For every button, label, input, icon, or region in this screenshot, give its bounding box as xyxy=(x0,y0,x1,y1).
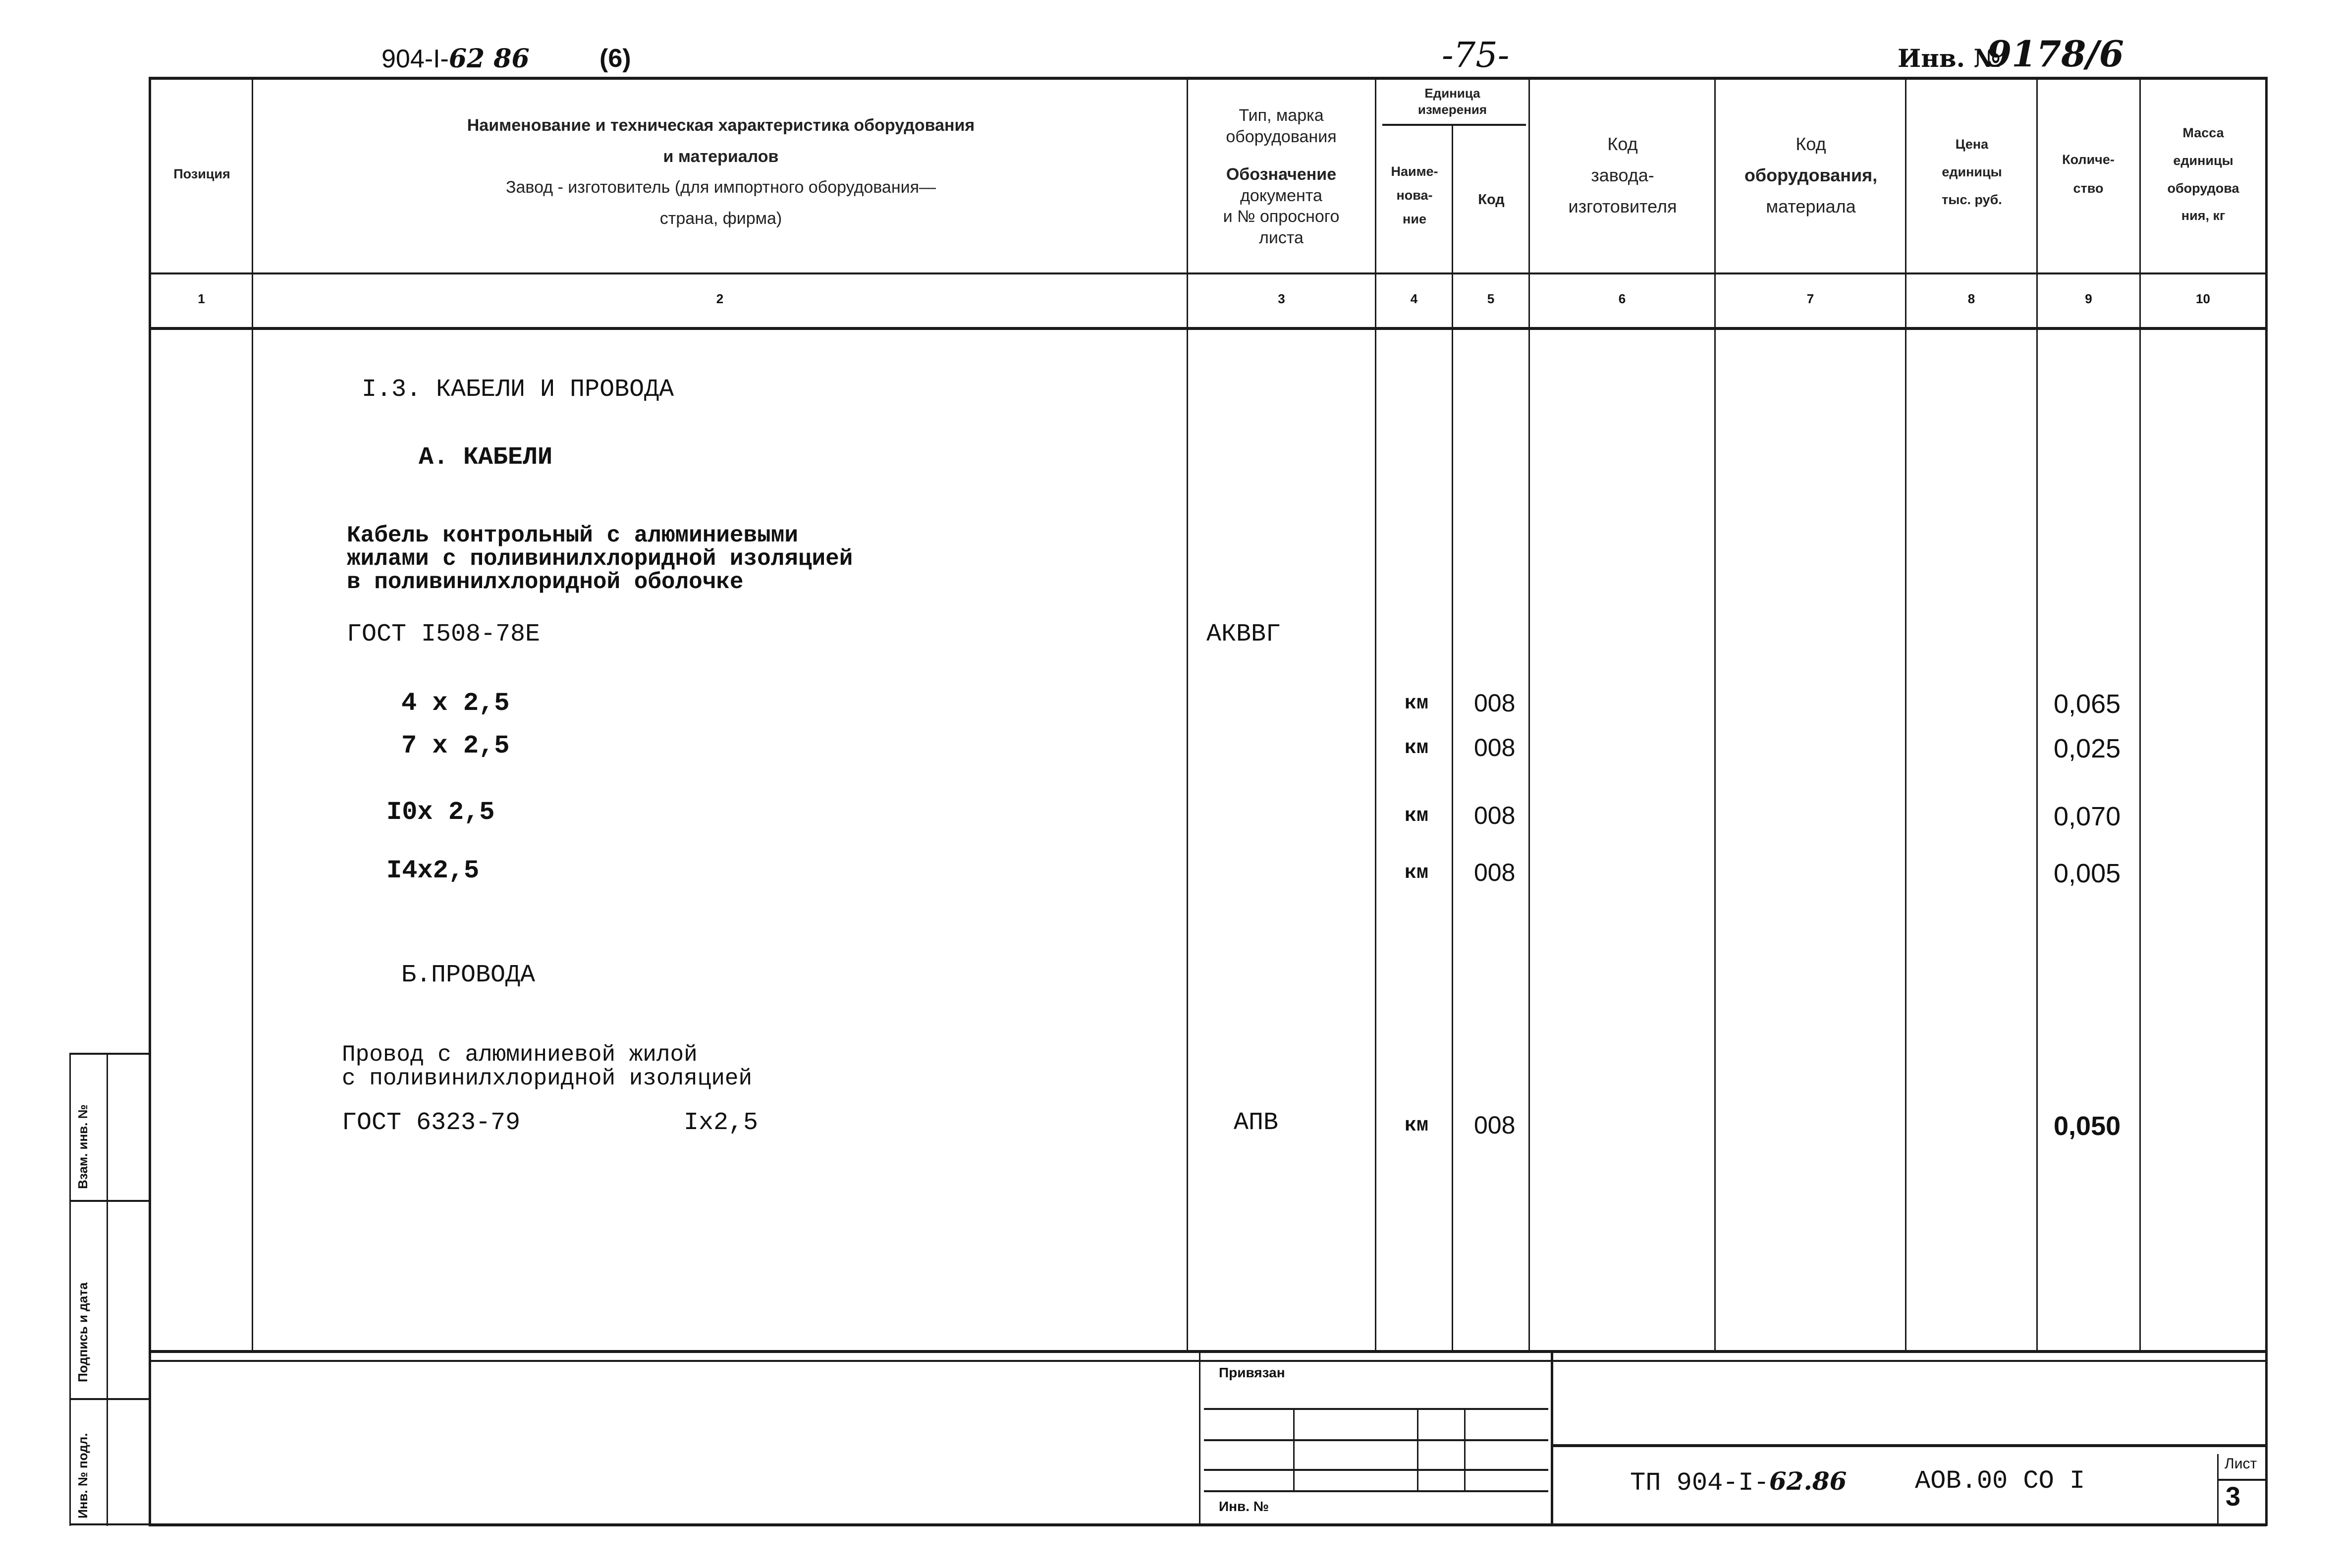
wire-type: АПВ xyxy=(1234,1109,1279,1137)
column-number-divider xyxy=(149,327,2267,330)
column-number-9: 9 xyxy=(2085,291,2092,306)
column-number-10: 10 xyxy=(2196,291,2210,306)
doc-code-top xyxy=(381,44,530,74)
header-unit-line1: Единица xyxy=(1424,86,1480,101)
footer-code-prefix: ТП 904-I- xyxy=(1630,1468,1769,1498)
cable-type: АКВВГ xyxy=(1206,620,1281,649)
header-name-line3: Завод - изготовитель (для импортного оборудования— xyxy=(505,178,936,197)
sheet-label: Лист xyxy=(2225,1456,2257,1472)
header-quantity xyxy=(2039,152,2138,197)
sheet-number: 3 xyxy=(2226,1482,2241,1512)
header-type xyxy=(1189,105,1373,248)
header-name-line1: Наименование и техническая характеристика оборудования xyxy=(467,116,975,135)
cable-size: 7 х 2,5 xyxy=(401,731,510,760)
sidebar-mid-line xyxy=(107,1053,108,1526)
cable-quantity: 0,005 xyxy=(2054,859,2121,888)
column-number-3: 3 xyxy=(1278,291,1285,306)
header-mass-line3: оборудова xyxy=(2167,180,2239,196)
cable-quantity: 0,025 xyxy=(2054,734,2121,763)
header-quantity-line1: Количе- xyxy=(2062,152,2115,167)
column-number-6: 6 xyxy=(1618,291,1626,306)
sidebar-top-line xyxy=(69,1053,149,1055)
header-unit-name-line1: Наиме- xyxy=(1391,164,1438,179)
cable-quantity: 0,070 xyxy=(2054,802,2121,831)
cable-unit-code: 008 xyxy=(1474,802,1516,829)
header-type-line6: листа xyxy=(1259,228,1304,247)
cable-unit-code: 008 xyxy=(1474,689,1516,717)
header-equipment-code xyxy=(1717,133,1905,217)
inventory-number-handwritten: 9178/6 xyxy=(1987,33,2124,75)
wire-description-line1: Провод с алюминиевой жилой xyxy=(342,1042,698,1068)
cable-unit-code: 008 xyxy=(1474,859,1516,886)
cable-unit: км xyxy=(1405,805,1429,827)
wire-unit: км xyxy=(1405,1115,1429,1137)
cable-gost: ГОСТ I508-78Е xyxy=(347,620,541,649)
col-divider-8 xyxy=(2036,77,2038,1352)
wire-gost: ГОСТ 6323-79 xyxy=(342,1109,521,1137)
attached-grid-vline-2 xyxy=(1417,1408,1418,1490)
header-equipment-code-line1: Код xyxy=(1796,134,1826,154)
frame-top-line xyxy=(149,77,2267,80)
header-divider xyxy=(149,272,2267,274)
header-equipment-code-line3: материала xyxy=(1766,196,1856,216)
header-quantity-line2: ство xyxy=(2073,180,2104,196)
column-number-1: 1 xyxy=(198,291,205,306)
header-price xyxy=(1907,136,2036,208)
body-bottom-line xyxy=(149,1350,2267,1353)
footer-divider-left xyxy=(1199,1350,1200,1526)
attached-grid-vline-1 xyxy=(1293,1408,1295,1490)
column-number-8: 8 xyxy=(1967,291,1975,306)
footer-document-code xyxy=(1630,1466,1847,1498)
header-factory-code-line1: Код xyxy=(1607,134,1638,154)
subsection-cables: А. КАБЕЛИ xyxy=(419,443,553,472)
col-divider-1 xyxy=(252,77,253,1352)
column-number-5: 5 xyxy=(1487,291,1495,306)
sheet-divider xyxy=(2217,1454,2219,1526)
col-divider-5 xyxy=(1528,77,1530,1352)
col-divider-3 xyxy=(1375,77,1376,1352)
doc-code-prefix: 904-I- xyxy=(381,45,449,73)
header-mass-line1: Масса xyxy=(2182,125,2224,140)
cable-description xyxy=(347,524,853,594)
header-type-line2: оборудования xyxy=(1226,127,1337,146)
sidebar-left-line xyxy=(69,1053,71,1526)
header-unit-group xyxy=(1377,85,1527,117)
cable-description-line1: Кабель контрольный с алюминиевыми xyxy=(347,523,798,548)
doc-code-handwritten: 62 86 xyxy=(448,44,530,74)
header-price-line2: единицы xyxy=(1942,164,2002,179)
cable-size: I4х2,5 xyxy=(386,856,480,885)
header-type-line4: документа xyxy=(1240,186,1322,205)
sheet-label-line xyxy=(2217,1479,2267,1481)
header-name xyxy=(258,115,1184,229)
col-divider-6 xyxy=(1714,77,1716,1352)
footer-inventory-label: Инв. № xyxy=(1219,1499,1269,1514)
footer-attached-label: Привязан xyxy=(1219,1365,1285,1380)
header-unit-code: Код xyxy=(1478,192,1505,208)
wire-description xyxy=(342,1043,752,1090)
attached-grid-vline-3 xyxy=(1464,1408,1466,1490)
header-factory-code xyxy=(1531,133,1714,217)
header-factory-code-line3: изготовителя xyxy=(1568,196,1677,216)
section-title: I.3. КАБЕЛИ И ПРОВОДА xyxy=(362,376,674,404)
header-type-line5: и № опросного xyxy=(1223,207,1340,226)
col-divider-4 xyxy=(1452,124,1453,1352)
cable-quantity: 0,065 xyxy=(2054,689,2121,719)
column-number-7: 7 xyxy=(1806,291,1814,306)
title-block-line xyxy=(1553,1444,2267,1447)
header-type-line1: Тип, марка xyxy=(1239,106,1324,125)
inventory-label: Инв. № xyxy=(1898,44,2001,73)
attached-grid-line-4 xyxy=(1204,1490,1548,1492)
frame-bottom-line xyxy=(149,1523,2267,1526)
footer-divider-right xyxy=(1551,1350,1553,1526)
cable-size: I0х 2,5 xyxy=(386,798,495,827)
header-factory-code-line2: завода- xyxy=(1591,165,1654,185)
header-mass xyxy=(2141,125,2265,224)
header-price-line3: тыс. руб. xyxy=(1942,192,2002,207)
attached-grid-line-1 xyxy=(1204,1408,1548,1410)
cable-unit: км xyxy=(1405,737,1429,759)
header-unit-name-line3: ние xyxy=(1403,211,1426,226)
col-divider-7 xyxy=(1905,77,1906,1352)
attached-grid-line-3 xyxy=(1204,1469,1548,1471)
subsection-wires: Б.ПРОВОДА xyxy=(401,961,536,989)
column-number-2: 2 xyxy=(716,291,724,306)
col-divider-9 xyxy=(2139,77,2141,1352)
cable-unit-code: 008 xyxy=(1474,734,1516,761)
wire-quantity: 0,050 xyxy=(2054,1111,2121,1141)
cable-description-line3: в поливинилхлоридной оболочке xyxy=(347,569,744,595)
wire-size: Iх2,5 xyxy=(684,1109,759,1137)
header-type-line3: Обозначение xyxy=(1226,165,1337,184)
header-name-line4: страна, фирма) xyxy=(659,209,782,228)
header-equipment-code-line2: оборудования, xyxy=(1744,165,1878,185)
col-divider-2 xyxy=(1187,77,1188,1352)
footer-document-suffix: АОВ.00 СО I xyxy=(1915,1466,2085,1496)
sidebar-replacement-inv: Взам. инв. № xyxy=(75,1104,90,1189)
sidebar-signature-date: Подпись и дата xyxy=(75,1282,90,1382)
header-name-line2: и материалов xyxy=(663,147,779,166)
issue-number: (6) xyxy=(599,44,631,73)
column-number-4: 4 xyxy=(1410,291,1418,306)
cable-description-line2: жилами с поливинилхлоридной изоляцией xyxy=(347,546,853,572)
frame-right-line xyxy=(2265,77,2268,1526)
header-mass-line4: ния, кг xyxy=(2181,208,2226,223)
header-unit-line2: измерения xyxy=(1417,102,1487,117)
header-unit-name-line2: нова- xyxy=(1396,187,1433,203)
sidebar-bottom-line xyxy=(69,1523,149,1525)
footer-top-line xyxy=(149,1360,2267,1362)
cable-unit: км xyxy=(1405,693,1429,715)
footer-code-handwritten: 62.86 xyxy=(1769,1466,1847,1496)
header-unit-name xyxy=(1377,163,1452,227)
page-number: -75- xyxy=(1442,35,1510,75)
unit-group-divider xyxy=(1382,124,1526,126)
wire-unit-code: 008 xyxy=(1474,1111,1516,1139)
sidebar-divider-1 xyxy=(69,1200,149,1202)
header-mass-line2: единицы xyxy=(2173,153,2233,168)
cable-unit: км xyxy=(1405,862,1429,884)
sidebar-divider-2 xyxy=(69,1398,149,1400)
sidebar-original-inv: Инв. № подл. xyxy=(75,1433,90,1518)
header-price-line1: Цена xyxy=(1955,137,1989,152)
attached-grid-line-2 xyxy=(1204,1439,1548,1441)
wire-description-line2: с поливинилхлоридной изоляцией xyxy=(342,1066,753,1091)
header-position: Позиция xyxy=(173,166,230,181)
cable-size: 4 х 2,5 xyxy=(401,689,510,718)
